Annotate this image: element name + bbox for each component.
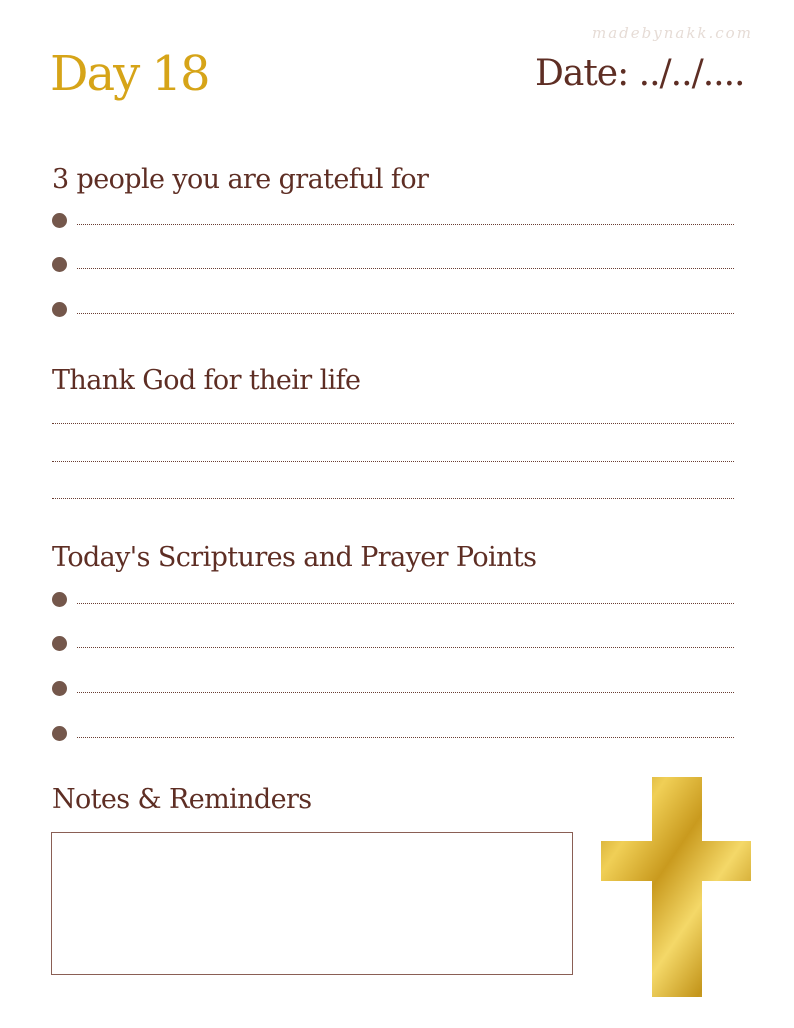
scriptures-heading: Today's Scriptures and Prayer Points bbox=[52, 542, 537, 573]
bullet-icon bbox=[52, 681, 67, 696]
bullet-icon bbox=[52, 302, 67, 317]
date-label: Date: ../../.... bbox=[535, 53, 745, 94]
gold-cross-icon bbox=[601, 777, 751, 997]
writing-line[interactable] bbox=[77, 737, 734, 738]
grateful-row-2[interactable] bbox=[52, 257, 734, 273]
writing-line[interactable] bbox=[77, 692, 734, 693]
grateful-heading: 3 people you are grateful for bbox=[52, 164, 429, 195]
bullet-icon bbox=[52, 213, 67, 228]
writing-line[interactable] bbox=[52, 423, 734, 424]
scripture-row-2[interactable] bbox=[52, 636, 734, 652]
scripture-row-1[interactable] bbox=[52, 592, 734, 608]
bullet-icon bbox=[52, 636, 67, 651]
bullet-icon bbox=[52, 726, 67, 741]
page-title: Day 18 bbox=[50, 46, 209, 102]
grateful-row-1[interactable] bbox=[52, 213, 734, 229]
writing-line[interactable] bbox=[77, 603, 734, 604]
writing-line[interactable] bbox=[77, 224, 734, 225]
notes-heading: Notes & Reminders bbox=[52, 784, 312, 815]
watermark: madebynakk.com bbox=[592, 24, 753, 42]
bullet-icon bbox=[52, 592, 67, 607]
notes-box[interactable] bbox=[51, 832, 573, 975]
scripture-row-4[interactable] bbox=[52, 726, 734, 742]
thank-heading: Thank God for their life bbox=[52, 365, 361, 396]
writing-line[interactable] bbox=[77, 313, 734, 314]
bullet-icon bbox=[52, 257, 67, 272]
scripture-row-3[interactable] bbox=[52, 681, 734, 697]
writing-line[interactable] bbox=[52, 461, 734, 462]
writing-line[interactable] bbox=[77, 647, 734, 648]
grateful-row-3[interactable] bbox=[52, 302, 734, 318]
writing-line[interactable] bbox=[52, 498, 734, 499]
writing-line[interactable] bbox=[77, 268, 734, 269]
